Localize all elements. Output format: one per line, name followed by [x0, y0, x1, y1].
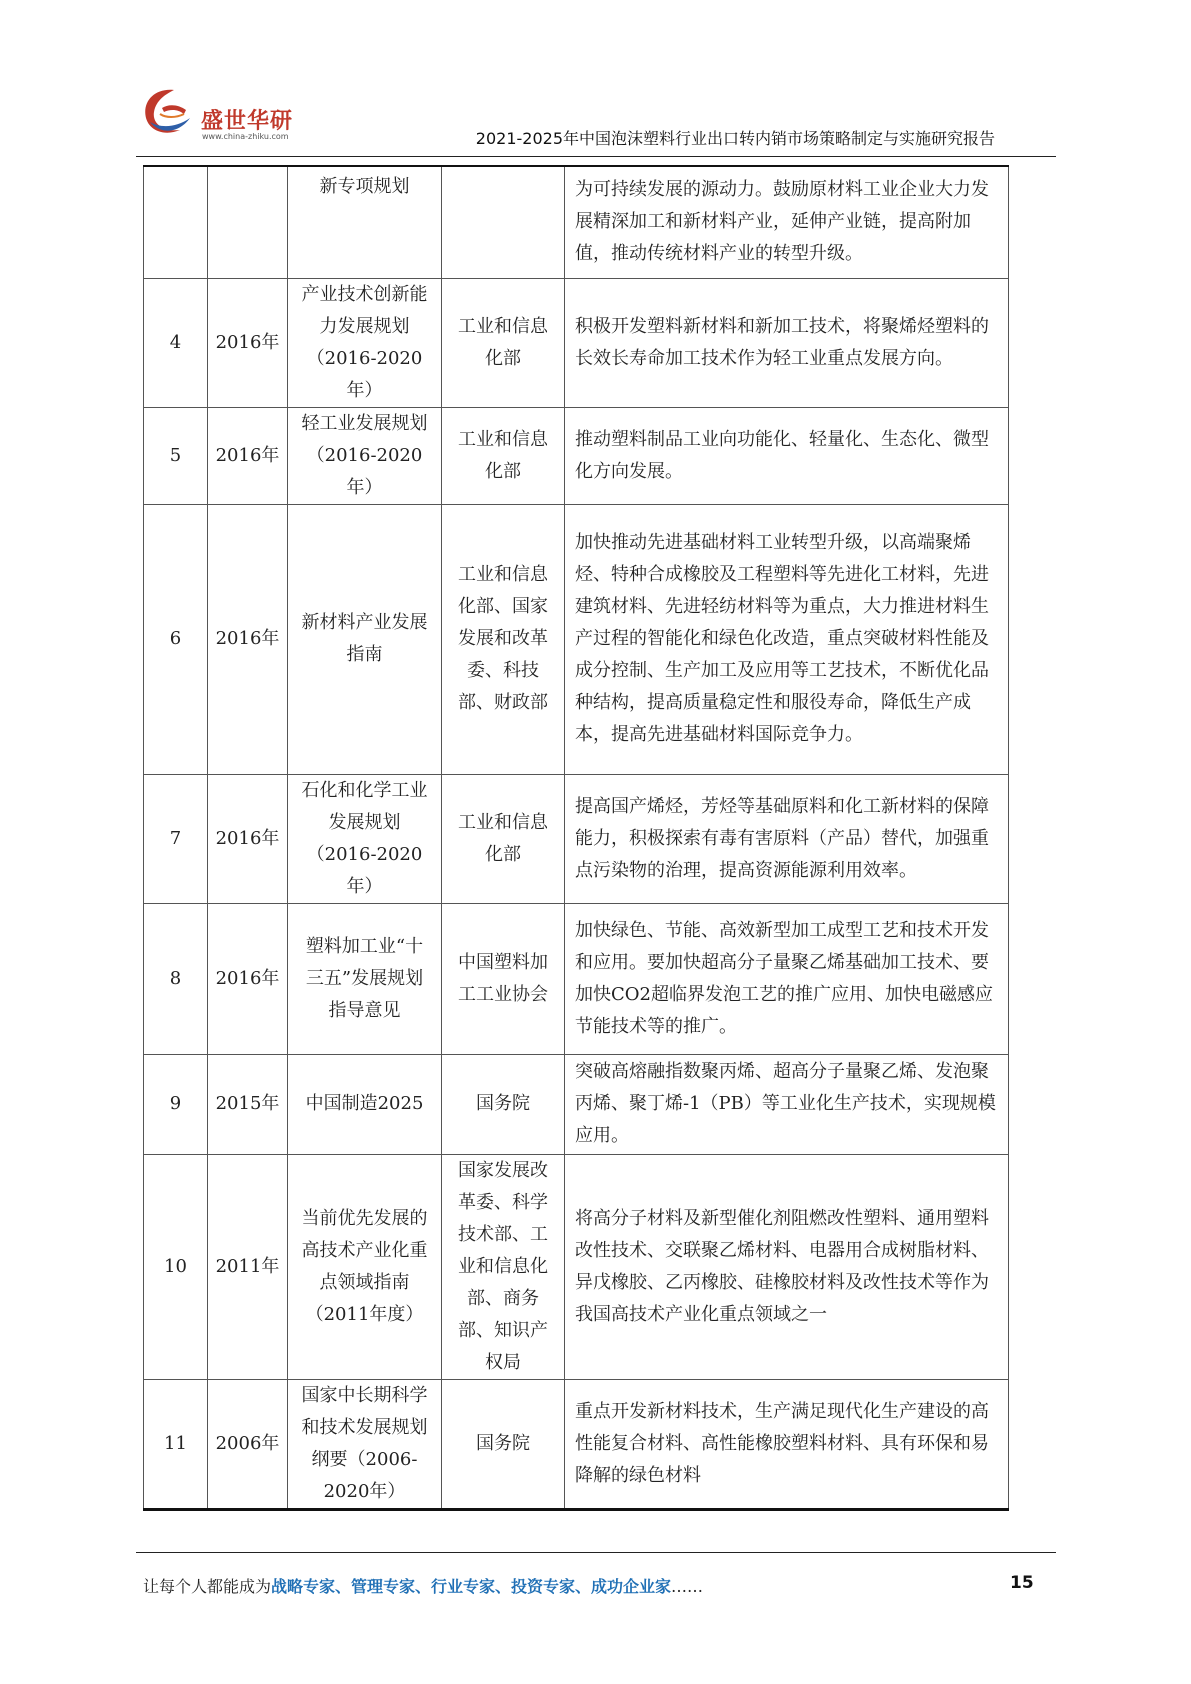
policy-title: 国家中长期科学和技术发展规划纲要（2006-2020年） — [288, 1379, 442, 1509]
policy-content: 加快推动先进基础材料工业转型升级，以高端聚烯烃、特种合成橡胶及工程塑料等先进化工材料，先进建筑材料、先进轻纺材料等为重点，大力推进材料生产过程的智能化和绿色化改造，重点突破材料性能及成分控制、生产加工及应用等工艺技术，不断优化品种结构，提高质量稳定性和服役寿命，降低生产成本，提高先进基础材料国际竞争力。 — [565, 504, 1009, 774]
row-year — [208, 166, 288, 278]
row-year: 2016年 — [208, 903, 288, 1054]
row-year: 2016年 — [208, 278, 288, 407]
table-row — [144, 774, 1009, 903]
logo-url: www.china-zhiku.com — [202, 132, 289, 141]
issuing-department — [442, 166, 565, 278]
policy-content: 积极开发塑料新材料和新加工技术，将聚烯烃塑料的长效长寿命加工技术作为轻工业重点发展方向。 — [565, 278, 1009, 407]
policy-title: 石化和化学工业发展规划（2016-2020年） — [288, 774, 442, 903]
footer-divider — [136, 1552, 1056, 1553]
row-year: 2016年 — [208, 504, 288, 774]
row-number: 8 — [144, 903, 208, 1054]
policy-title: 中国制造2025 — [288, 1054, 442, 1154]
policy-title: 轻工业发展规划（2016-2020年） — [288, 407, 442, 504]
row-number: 4 — [144, 278, 208, 407]
policy-title: 塑料加工业“十三五”发展规划指导意见 — [288, 903, 442, 1054]
row-year: 2016年 — [208, 774, 288, 903]
table-row — [144, 1154, 1009, 1379]
policy-title: 产业技术创新能力发展规划（2016-2020年） — [288, 278, 442, 407]
report-title: 2021-2025年中国泡沫塑料行业出口转内销市场策略制定与实施研究报告 — [475, 129, 995, 148]
policy-content: 重点开发新材料技术，生产满足现代化生产建设的高性能复合材料、高性能橡胶塑料材料、具有环保和易降解的绿色材料 — [565, 1379, 1009, 1509]
policy-content: 提高国产烯烃，芳烃等基础原料和化工新材料的保障能力，积极探索有毒有害原料（产品）替代，加强重点污染物的治理，提高资源能源利用效率。 — [565, 774, 1009, 903]
row-year: 2016年 — [208, 407, 288, 504]
table-row — [144, 504, 1009, 774]
table-row — [144, 278, 1009, 407]
row-number: 6 — [144, 504, 208, 774]
issuing-department: 国务院 — [442, 1054, 565, 1154]
slogan-highlight: 战略专家、管理专家、行业专家、投资专家、成功企业家 — [271, 1577, 672, 1596]
policy-content: 为可持续发展的源动力。鼓励原材料工业企业大力发展精深加工和新材料产业，延伸产业链，提高附加值，推动传统材料产业的转型升级。 — [565, 166, 1009, 278]
policy-title: 当前优先发展的高技术产业化重点领域指南（2011年度） — [288, 1154, 442, 1379]
issuing-department: 国家发展改革委、科学技术部、工业和信息化部、商务部、知识产权局 — [442, 1154, 565, 1379]
policy-content: 突破高熔融指数聚丙烯、超高分子量聚乙烯、发泡聚丙烯、聚丁烯-1（PB）等工业化生产技术，实现规模应用。 — [565, 1054, 1009, 1154]
slogan-suffix: …… — [671, 1577, 704, 1596]
policy-title: 新专项规划 — [288, 166, 442, 278]
policy-table — [143, 165, 1009, 1511]
policy-content: 将高分子材料及新型催化剂阻燃改性塑料、通用塑料改性技术、交联聚乙烯材料、电器用合成树脂材料、异戊橡胶、乙丙橡胶、硅橡胶材料及改性技术等作为我国高技术产业化重点领域之一 — [565, 1154, 1009, 1379]
slogan-prefix: 让每个人都能成为 — [143, 1577, 272, 1596]
issuing-department: 工业和信息化部 — [442, 774, 565, 903]
row-number: 10 — [144, 1154, 208, 1379]
row-number: 11 — [144, 1379, 208, 1509]
issuing-department: 工业和信息化部 — [442, 407, 565, 504]
row-number: 7 — [144, 774, 208, 903]
issuing-department: 中国塑料加工工业协会 — [442, 903, 565, 1054]
row-number — [144, 166, 208, 278]
row-number: 9 — [144, 1054, 208, 1154]
policy-content: 加快绿色、节能、高效新型加工成型工艺和技术开发和应用。要加快超高分子量聚乙烯基础加工技术、要加快CO2超临界发泡工艺的推广应用、加快电磁感应节能技术等的推广。 — [565, 903, 1009, 1054]
issuing-department: 工业和信息化部、国家发展和改革委、科技部、财政部 — [442, 504, 565, 774]
issuing-department: 国务院 — [442, 1379, 565, 1509]
issuing-department: 工业和信息化部 — [442, 278, 565, 407]
footer-slogan — [143, 1574, 703, 1597]
row-number: 5 — [144, 407, 208, 504]
table-row — [144, 166, 1009, 278]
table-row — [144, 1379, 1009, 1509]
table-row — [144, 903, 1009, 1054]
policy-title: 新材料产业发展指南 — [288, 504, 442, 774]
row-year: 2015年 — [208, 1054, 288, 1154]
logo-swoosh-icon — [140, 84, 202, 140]
row-year: 2006年 — [208, 1379, 288, 1509]
header-divider — [136, 156, 1056, 157]
table-row — [144, 1054, 1009, 1154]
table-row — [144, 407, 1009, 504]
policy-content: 推动塑料制品工业向功能化、轻量化、生态化、微型化方向发展。 — [565, 407, 1009, 504]
row-year: 2011年 — [208, 1154, 288, 1379]
logo-name: 盛世华研 — [201, 109, 294, 134]
page-header — [0, 0, 1191, 160]
company-logo — [140, 84, 310, 144]
page-number: 15 — [1010, 1573, 1034, 1593]
